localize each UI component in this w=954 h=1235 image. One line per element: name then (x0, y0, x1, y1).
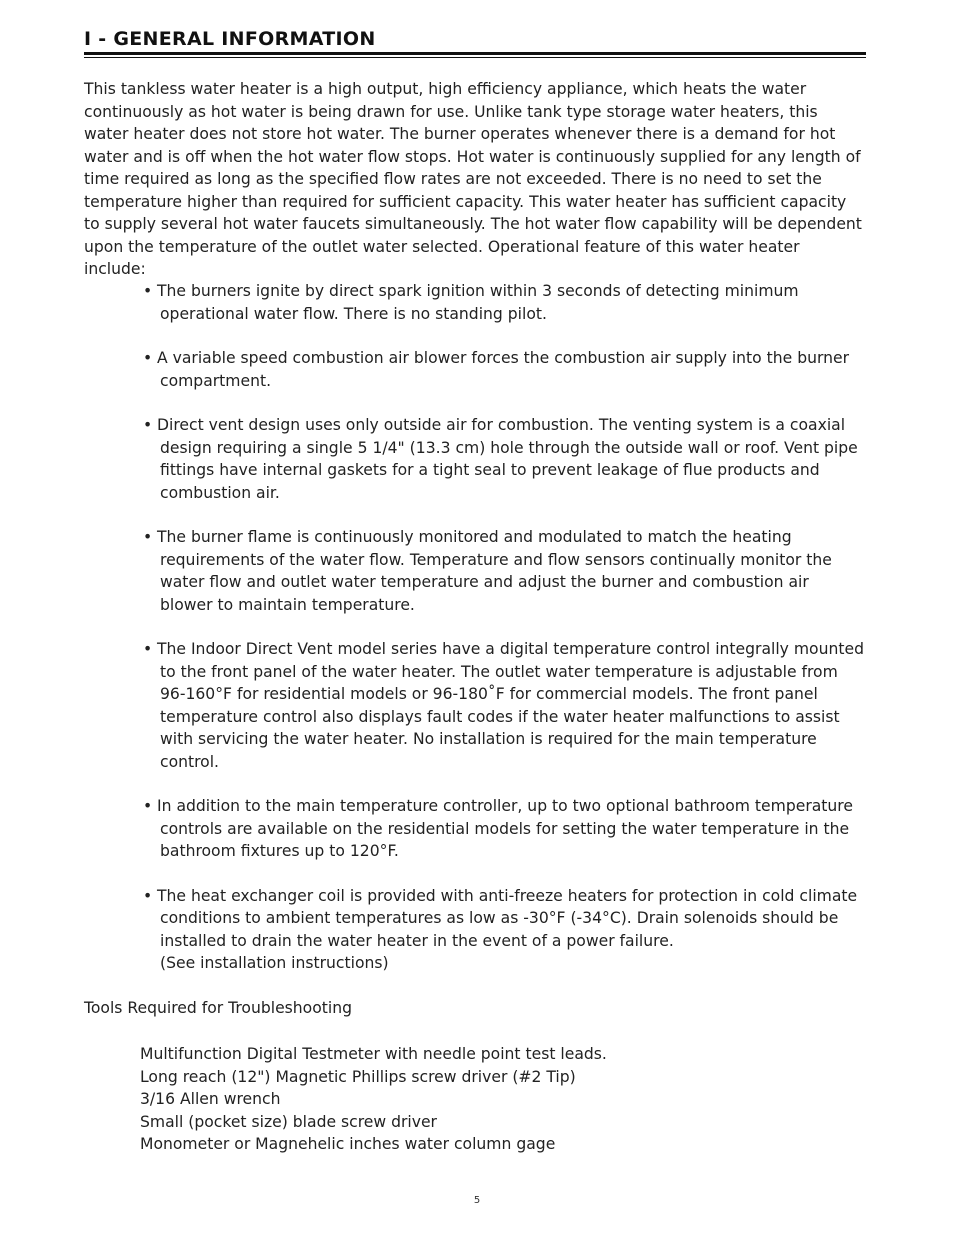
tool-item: Long reach (12") Magnetic Phillips screw driver (#2 Tip) (140, 1067, 576, 1086)
feature-item (143, 347, 865, 392)
feature-item (143, 795, 865, 863)
feature-item (143, 638, 865, 773)
bullet-marker: • (143, 282, 153, 300)
feature-text: In addition to the main temperature controller, up to two optional bathroom temperature controls are available on the residential models for setting the water temperature in the bathroom fixtures up to 120°F. (157, 797, 853, 860)
tool-item: Multifunction Digital Testmeter with needle point test leads. (140, 1045, 607, 1063)
feature-item (143, 885, 865, 975)
intro-paragraph: This tankless water heater is a high output, high efficiency appliance, which heats the water continuously as hot water is being drawn for use. Unlike tank type storage water heaters, this water heater does not store hot water. The burner operates whenever there is a demand for hot water and is off when the hot water flow stops. Hot water is continuously supplied for any length of time required as long as the specified flow rates are not exceeded. There is no need to set the temperature higher than required for sufficient capacity. This water heater has sufficient capacity to supply several hot water faucets simultaneously. The hot water flow capability will be dependent upon the temperature of the outlet water selected. Operational feature of this water heater include: (84, 80, 862, 278)
tool-item: Monometer or Magnehelic inches water column gage (140, 1135, 556, 1153)
tool-item: 3/16 Allen wrench (140, 1090, 281, 1108)
feature-list (143, 280, 865, 975)
tool-item: Small (pocket size) blade screw driver (140, 1112, 437, 1131)
section-title: I - GENERAL INFORMATION (84, 28, 376, 50)
bullet-marker: • (143, 528, 153, 546)
title-rule-thick (84, 52, 866, 55)
feature-text: The heat exchanger coil is provided with anti-freeze heaters for protection in cold climate conditions to ambient temperatures as low as -30°F (-34°C). Drain solenoids should be installed to drain the water heater in the event of a power failure. (157, 886, 858, 950)
feature-item (143, 526, 865, 616)
feature-text: A variable speed combustion air blower forces the combustion air supply into the burner compartment. (157, 349, 850, 390)
feature-note: (See installation instructions) (160, 954, 389, 972)
bullet-marker: • (143, 416, 153, 434)
title-rule-thin (84, 57, 866, 58)
tools-list (140, 1043, 607, 1156)
feature-item (143, 414, 865, 504)
feature-text: The burner flame is continuously monitored and modulated to match the heating requirements of the water flow. Temperature and flow sensors continually monitor the water flow and outlet water temperature and adjust the burner and combustion air blower to maintain temperature. (157, 528, 832, 614)
feature-item (143, 280, 865, 325)
feature-text: The burners ignite by direct spark ignition within 3 seconds of detecting minimum operational water flow. There is no standing pilot. (157, 282, 799, 323)
tools-heading: Tools Required for Troubleshooting (84, 999, 352, 1017)
page-number: 5 (473, 1195, 481, 1206)
bullet-marker: • (143, 349, 153, 367)
bullet-marker: • (143, 640, 153, 658)
feature-text: Direct vent design uses only outside air for combustion. The venting system is a coaxial design requiring a single 5 1/4" (13.3 cm) hole through the outside wall or roof. Vent pipe fittings have internal gaskets for a tight seal to prevent leakage of flue products and combustion air. (157, 416, 858, 502)
feature-text: The Indoor Direct Vent model series have a digital temperature control integrally mounted to the front panel of the water heater. The outlet water temperature is adjustable from 96-160°F for residential models or 96-180˚F for commercial models. The front panel temperature control also displays fault codes if the water heater malfunctions to assist with servicing the water heater. No installation is required for the main temperature control. (157, 640, 864, 771)
bullet-marker: • (143, 797, 153, 815)
bullet-marker: • (143, 886, 153, 905)
